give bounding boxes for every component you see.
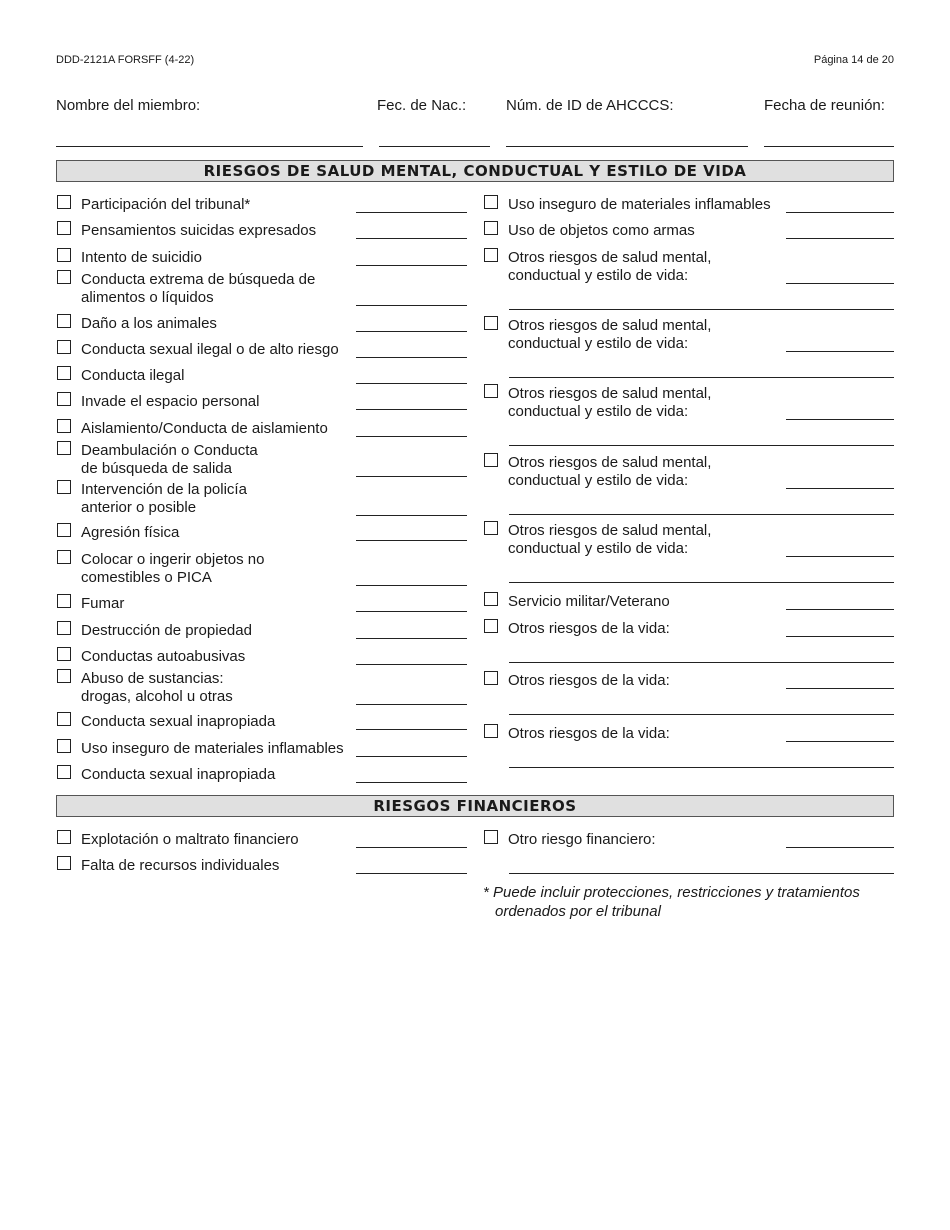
notes-field[interactable] xyxy=(786,741,894,742)
item-label: Aislamiento/Conducta de aislamiento xyxy=(81,420,328,437)
footnote-line-2: ordenados por el tribunal xyxy=(495,903,661,920)
item-label: Conducta sexual ilegal o de alto riesgo xyxy=(81,341,339,358)
item-label: Falta de recursos individuales xyxy=(81,857,280,874)
notes-field[interactable] xyxy=(356,847,467,848)
checkbox[interactable] xyxy=(484,248,498,262)
checkbox[interactable] xyxy=(484,830,498,844)
checkbox[interactable] xyxy=(484,671,498,685)
item-label: Otros riesgos de la vida: xyxy=(508,725,670,742)
item-label-line-2: conductual y estilo de vida: xyxy=(508,403,689,420)
description-field[interactable] xyxy=(509,309,894,310)
checkbox[interactable] xyxy=(484,521,498,535)
checkbox[interactable] xyxy=(57,419,71,433)
description-field[interactable] xyxy=(509,445,894,446)
notes-field[interactable] xyxy=(786,419,894,420)
item-label-line-2: comestibles o PICA xyxy=(81,569,212,586)
notes-field[interactable] xyxy=(356,611,467,612)
checkbox[interactable] xyxy=(57,392,71,406)
checkbox[interactable] xyxy=(57,441,71,455)
item-label-line-2: drogas, alcohol u otras xyxy=(81,688,233,705)
item-label: Otros riesgos de la vida: xyxy=(508,672,670,689)
notes-field[interactable] xyxy=(786,283,894,284)
checkbox[interactable] xyxy=(484,384,498,398)
notes-field[interactable] xyxy=(356,357,467,358)
checkbox[interactable] xyxy=(57,314,71,328)
checkbox[interactable] xyxy=(484,724,498,738)
notes-field[interactable] xyxy=(356,585,467,586)
checkbox[interactable] xyxy=(57,523,71,537)
description-field[interactable] xyxy=(509,582,894,583)
notes-field[interactable] xyxy=(356,265,467,266)
item-label: Uso inseguro de materiales inflamables xyxy=(81,740,344,757)
item-label: Servicio militar/Veterano xyxy=(508,593,670,610)
description-field[interactable] xyxy=(509,662,894,663)
checkbox[interactable] xyxy=(57,830,71,844)
item-label: Conducta extrema de búsqueda de xyxy=(81,271,316,288)
notes-field[interactable] xyxy=(786,847,894,848)
notes-field[interactable] xyxy=(786,351,894,352)
checkbox[interactable] xyxy=(57,195,71,209)
item-label: Destrucción de propiedad xyxy=(81,622,252,639)
notes-field[interactable] xyxy=(356,515,467,516)
item-label: Uso inseguro de materiales inflamables xyxy=(508,196,771,213)
checkbox[interactable] xyxy=(57,765,71,779)
notes-field[interactable] xyxy=(786,636,894,637)
checkbox[interactable] xyxy=(484,592,498,606)
item-label: Participación del tribunal* xyxy=(81,196,251,213)
item-label: Otros riesgos de salud mental, xyxy=(508,317,712,334)
checkbox[interactable] xyxy=(57,221,71,235)
description-field[interactable] xyxy=(509,714,894,715)
checkbox[interactable] xyxy=(484,221,498,235)
notes-field[interactable] xyxy=(356,729,467,730)
item-label-line-2: conductual y estilo de vida: xyxy=(508,540,689,557)
notes-field[interactable] xyxy=(786,488,894,489)
notes-field[interactable] xyxy=(356,436,467,437)
checkbox[interactable] xyxy=(57,248,71,262)
item-label: Fumar xyxy=(81,595,125,612)
item-label: Intervención de la policía xyxy=(81,481,247,498)
notes-field[interactable] xyxy=(356,238,467,239)
item-label: Otros riesgos de salud mental, xyxy=(508,454,712,471)
member-name-label: Nombre del miembro: xyxy=(56,97,201,114)
checkbox[interactable] xyxy=(57,480,71,494)
item-label: Conducta sexual inapropiada xyxy=(81,713,276,730)
checkbox[interactable] xyxy=(57,856,71,870)
item-label: Agresión física xyxy=(81,524,180,541)
checkbox[interactable] xyxy=(57,594,71,608)
description-field[interactable] xyxy=(509,767,894,768)
item-label-line-2: conductual y estilo de vida: xyxy=(508,267,689,284)
notes-field[interactable] xyxy=(356,383,467,384)
notes-field[interactable] xyxy=(786,688,894,689)
item-label: Conducta sexual inapropiada xyxy=(81,766,276,783)
item-label: Invade el espacio personal xyxy=(81,393,260,410)
checkbox[interactable] xyxy=(57,669,71,683)
checkbox[interactable] xyxy=(57,550,71,564)
item-label: Conductas autoabusivas xyxy=(81,648,246,665)
checkbox[interactable] xyxy=(57,739,71,753)
notes-field[interactable] xyxy=(356,638,467,639)
item-label: Pensamientos suicidas expresados xyxy=(81,222,317,239)
checkbox[interactable] xyxy=(57,621,71,635)
meeting-date-field[interactable] xyxy=(764,146,894,147)
item-label: Uso de objetos como armas xyxy=(508,222,695,239)
item-label: Otros riesgos de salud mental, xyxy=(508,522,712,539)
item-label-line-2: conductual y estilo de vida: xyxy=(508,472,689,489)
notes-field[interactable] xyxy=(356,873,467,874)
checkbox[interactable] xyxy=(57,647,71,661)
notes-field[interactable] xyxy=(786,212,894,213)
form-code: DDD-2121A FORSFF (4-22) xyxy=(56,54,195,66)
notes-field[interactable] xyxy=(786,556,894,557)
notes-field[interactable] xyxy=(356,331,467,332)
checkbox[interactable] xyxy=(57,366,71,380)
meeting-date-label: Fecha de reunión: xyxy=(764,97,885,114)
item-label-line-2: conductual y estilo de vida: xyxy=(508,335,689,352)
dob-field[interactable] xyxy=(379,146,490,147)
item-label: Deambulación o Conducta xyxy=(81,442,258,459)
checkbox[interactable] xyxy=(57,712,71,726)
notes-field[interactable] xyxy=(356,782,467,783)
checkbox[interactable] xyxy=(484,619,498,633)
description-field[interactable] xyxy=(509,377,894,378)
notes-field[interactable] xyxy=(786,609,894,610)
dob-label: Fec. de Nac.: xyxy=(377,97,467,114)
notes-field[interactable] xyxy=(356,476,467,477)
item-label-line-2: de búsqueda de salida xyxy=(81,460,232,477)
item-label: Otros riesgos de salud mental, xyxy=(508,385,712,402)
item-label: Otros riesgos de salud mental, xyxy=(508,249,712,266)
ahcccs-id-field[interactable] xyxy=(506,146,748,147)
description-field[interactable] xyxy=(509,873,894,874)
item-label: Colocar o ingerir objetos no xyxy=(81,551,265,568)
item-label: Daño a los animales xyxy=(81,315,217,332)
section-header-financial: RIESGOS FINANCIEROS xyxy=(56,795,894,817)
description-field[interactable] xyxy=(509,514,894,515)
item-label: Otros riesgos de la vida: xyxy=(508,620,670,637)
notes-field[interactable] xyxy=(356,305,467,306)
item-label: Otro riesgo financiero: xyxy=(508,831,656,848)
checkbox[interactable] xyxy=(57,270,71,284)
section-header-mental: RIESGOS DE SALUD MENTAL, CONDUCTUAL Y ESTILO DE VIDA xyxy=(56,160,894,182)
checkbox[interactable] xyxy=(484,453,498,467)
checkbox[interactable] xyxy=(57,340,71,354)
ahcccs-id-label: Núm. de ID de AHCCCS: xyxy=(506,97,674,114)
footnote-line-1: * Puede incluir protecciones, restricciones y tratamientos xyxy=(483,884,860,901)
notes-field[interactable] xyxy=(356,540,467,541)
checkbox[interactable] xyxy=(484,195,498,209)
item-label-line-2: alimentos o líquidos xyxy=(81,289,214,306)
item-label: Explotación o maltrato financiero xyxy=(81,831,299,848)
page-number: Página 14 de 20 xyxy=(813,54,894,66)
item-label: Conducta ilegal xyxy=(81,367,185,384)
notes-field[interactable] xyxy=(356,756,467,757)
item-label-line-2: anterior o posible xyxy=(81,499,197,516)
member-name-field[interactable] xyxy=(56,146,363,147)
item-label: Intento de suicidio xyxy=(81,249,202,266)
notes-field[interactable] xyxy=(786,238,894,239)
notes-field[interactable] xyxy=(356,664,467,665)
notes-field[interactable] xyxy=(356,704,467,705)
item-label: Abuso de sustancias: xyxy=(81,670,224,687)
checkbox[interactable] xyxy=(484,316,498,330)
notes-field[interactable] xyxy=(356,409,467,410)
notes-field[interactable] xyxy=(356,212,467,213)
